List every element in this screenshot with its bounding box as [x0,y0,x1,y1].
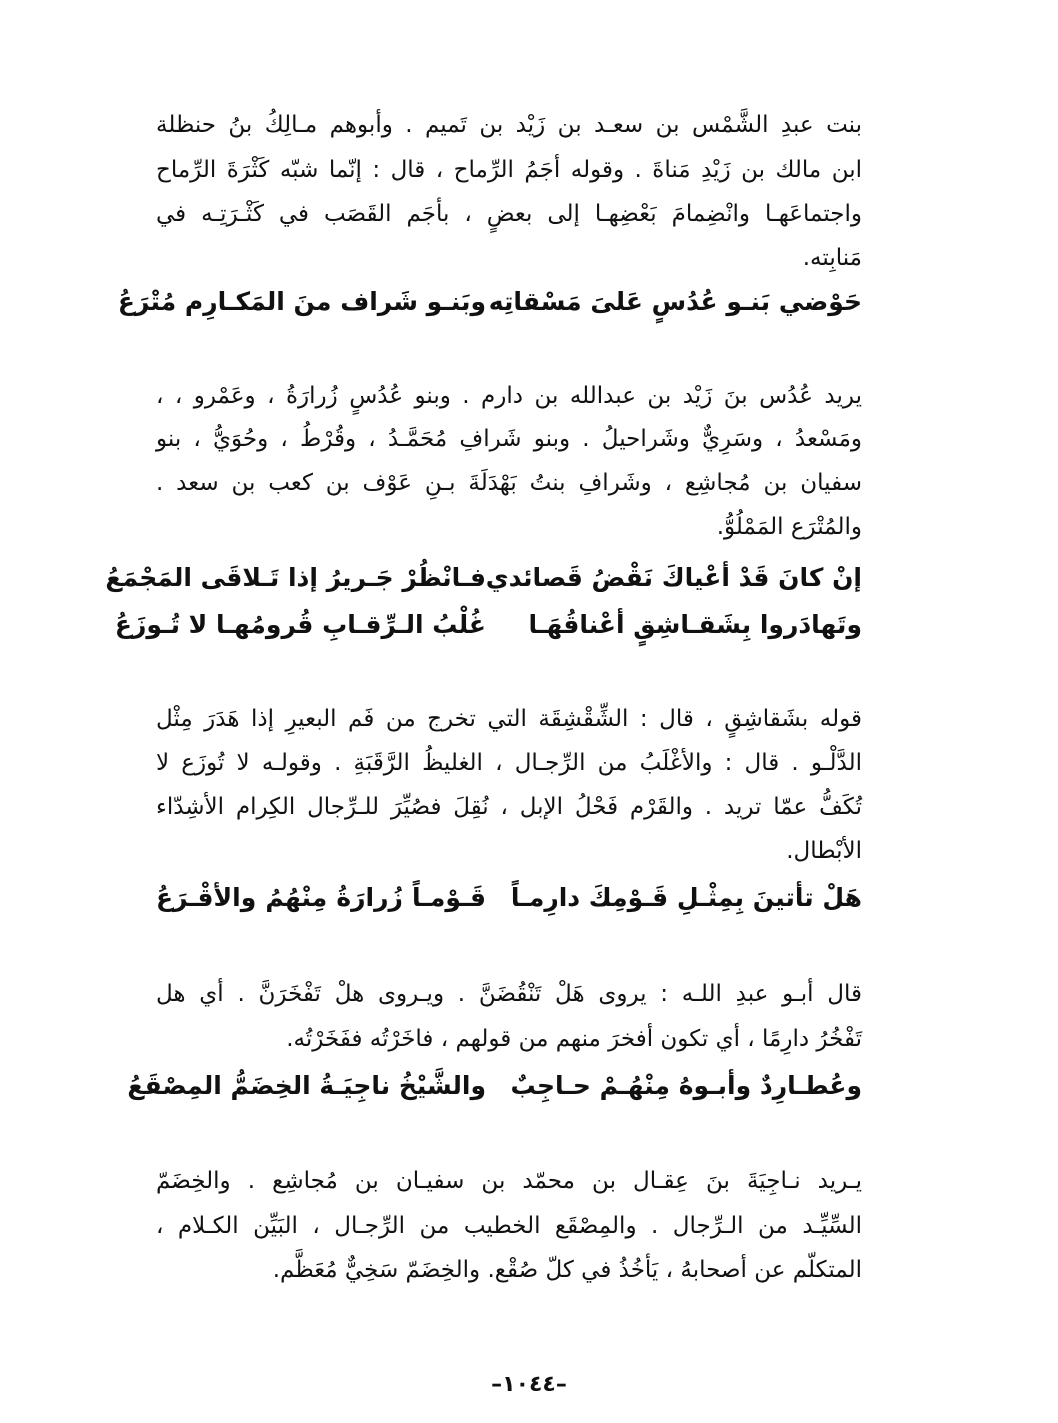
prose-line: السِّيِّـد من الـرِّجال . والمِصْقَع الخطيب من الرِّجـال ، البَيِّن الكـلام ، [156,1213,862,1239]
verse-second-hemistich: قَـوْمـاً زُرارَةُ مِنْهُمُ والأقْـرَعُ [156,883,486,912]
prose-line: تُكَفُّ عمّا تريد . والقَرْم فَحْلُ الإبل ، نُقِلَ فصُيِّرَ للـرِّجال الكِرام الأشِدّاء [156,794,862,820]
verse-first-hemistich: وعُطـارِدٌ وأبـوهُ مِنْهُـمْ حـاجِبٌ [510,1071,862,1100]
prose-line: ابن مالك بن زَيْدِ مَناةَ . وقوله أجَمُ الرِّماح ، قال : إنّما شبّه كَثْرَةَ الرِّماح [156,157,862,183]
verse-first-hemistich: وتَهادَروا بِشَقـاشِقٍ أعْناقُهَـا [528,610,862,639]
prose-line: تَفْخُرُ دارِمًا ، أي تكون أفخرَ منهم من قولهم ، فاخَرْتُه ففَخَرْتُه. [286,1026,862,1052]
prose-line: الدَّلْـو . قال : والأغْلَبُ من الرِّجـال ، الغليظُ الرَّقَبَةِ . وقولـه لا تُوزَع لا [156,750,862,776]
poem-verse [156,876,862,920]
poem-verse [105,556,862,600]
prose-line: المتكلّم عن أصحابهُ ، يَأخُذُ في كلّ صُقْع. والخِضَمّ سَخِيٌّ مُعَظَّم. [272,1257,862,1283]
verse-first-hemistich: حَوْضي بَنـو عُدُسٍ عَلىَ مَسْقاتِه [488,287,862,316]
prose-line: مَنابِته. [802,245,862,271]
prose-line: قوله بشَقاشِقٍ ، قال : الشِّقْشِقَة التي تخرج من فَم البعيرِ إذا هَدَرَ مِثْل [156,706,862,732]
prose-line: يريد عُدُس بنَ زَيْد بن عبدالله بن دارم . وبنو عُدُسٍ زُرارَةُ ، وعَمْرو ، ، [156,383,862,409]
verse-second-hemistich: وبَنـو شَراف منَ المَكـارِم مُتْرَعُ [117,287,486,316]
verse-second-hemistich: والشَّيْخُ ناجِيَـةُ الخِضَمُّ المِصْقَعُ [127,1071,486,1100]
prose-line: والمُتْرَع المَمْلُوُّ. [716,514,862,540]
page-number: –١٠٤٤– [491,1372,567,1397]
prose-line: يـريد نـاجِيَةَ بنَ عِقـال بن محمّد بن سفيـان بن مُجاشِع . والخِضَمّ [156,1168,862,1194]
poem-verse [117,280,862,324]
verse-second-hemistich: غُلْبُ الـرِّقـابِ قُرومُهـا لا تُـوزَعُ [114,610,486,639]
prose-line: واجتماعَهـا وانْضِمامَ بَعْضِهـا إلى بعضٍ ، بأجَم القَصَب في كَثْـرَتِـه في [156,201,862,227]
verse-first-hemistich: هَلْ تأتينَ بِمِثْـلِ قَـوْمِكَ دارِمـاً [510,883,862,912]
verse-second-hemistich: فـانْظُرْ جَـريرُ إذا تَـلاقَى المَجْمَعُ [105,563,486,592]
prose-line: بنت عبدِ الشَّمْس بن سعـد بن زَيْد بن تَميم . وأبوهم مـالِكُ بنُ حنظلة [156,112,862,138]
poem-verse [127,1064,862,1108]
prose-line: الأبْطال. [786,838,862,864]
prose-line: سفيان بن مُجاشِع ، وشَرافِ بنتُ بَهْدَلَةَ بـنِ عَوْف بن كعب بن سعد . [156,470,862,496]
poem-verse [114,603,862,647]
prose-line: ومَسْعدُ ، وسَرِيٌّ وشَراحيلُ . وبنو شَرافِ مُحَمَّـدُ ، وقُرْطُ ، وحُوَيُّ ، بنو [156,426,862,452]
verse-first-hemistich: إنْ كانَ قَدْ أعْياكَ نَقْضُ قَصائدي [485,563,862,592]
prose-line: قال أبـو عبدِ اللـه : يروى هَلْ تَنْقُضَنَّ . ويـروى هلْ تَفْخَرَنَّ . أي هل [156,981,862,1007]
